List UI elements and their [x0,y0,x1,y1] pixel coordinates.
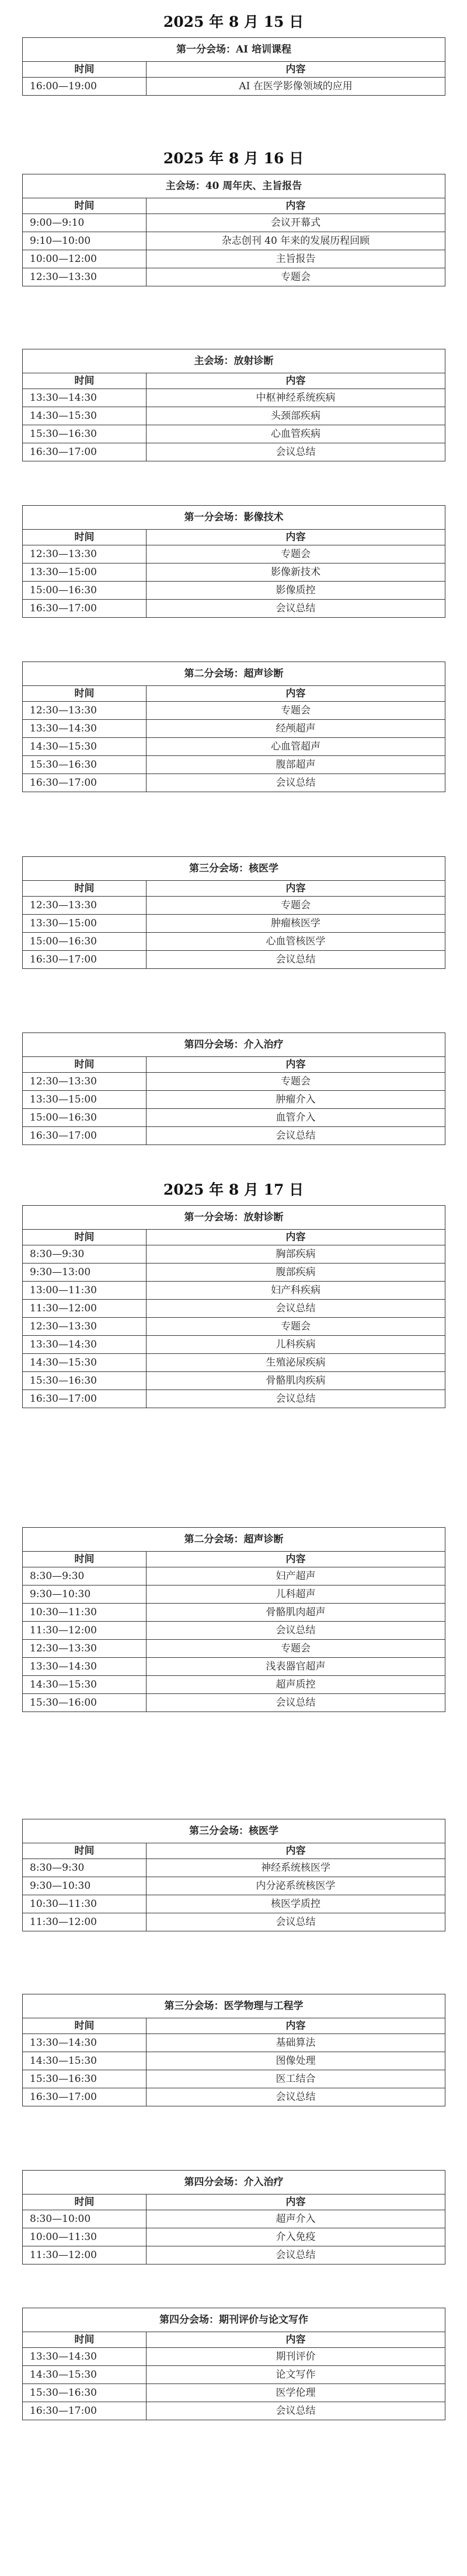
content-cell: 儿科超声 [147,1586,445,1604]
time-cell: 13:30—15:00 [23,1091,147,1109]
table-row [23,1354,445,1372]
content-cell: 论文写作 [147,2366,445,2384]
content-cell: 内分泌系统核医学 [147,1877,445,1895]
time-column-header: 时间 [23,373,147,389]
table-row [23,738,445,756]
table-row [23,1282,445,1300]
table-row [23,2246,445,2264]
session-title: 第三分会场：核医学 [23,857,445,881]
table-row [23,720,445,738]
time-column-header: 时间 [23,2194,147,2210]
time-cell: 12:30—13:30 [23,268,147,286]
table-row [23,564,445,582]
session-title: 第三分会场：医学物理与工程学 [23,1994,445,2018]
content-cell: 核医学质控 [147,1895,445,1913]
time-cell: 15:30—16:00 [23,1694,147,1712]
time-cell: 16:30—17:00 [23,1127,147,1145]
time-cell: 11:30—12:00 [23,1300,147,1318]
table-row [23,600,445,618]
table-row [23,933,445,951]
content-cell: 会议总结 [147,1300,445,1318]
time-column-header: 时间 [23,1057,147,1073]
session-table [22,856,445,969]
content-cell: 妇产超声 [147,1567,445,1586]
table-row [23,78,445,96]
time-cell: 12:30—13:30 [23,1073,147,1091]
time-cell: 15:00—16:30 [23,933,147,951]
time-cell: 9:30—13:00 [23,1264,147,1282]
content-cell: 会议总结 [147,774,445,792]
session-title: 第二分会场：超声诊断 [23,1528,445,1552]
content-column-header: 内容 [147,1230,445,1245]
time-cell: 15:30—16:30 [23,2070,147,2088]
content-cell: 专题会 [147,1640,445,1658]
table-row [23,425,445,443]
content-cell: 肿瘤核医学 [147,915,445,933]
content-cell: 影像质控 [147,582,445,600]
time-cell: 15:00—16:30 [23,1109,147,1127]
table-row [23,756,445,774]
content-cell: 血管介入 [147,1109,445,1127]
table-row [23,1390,445,1408]
session-table [22,1819,445,1931]
time-cell: 16:00—19:00 [23,78,147,96]
table-row [23,2384,445,2402]
time-cell: 14:30—15:30 [23,1354,147,1372]
time-cell: 15:30—16:30 [23,756,147,774]
table-row [23,582,445,600]
time-cell: 13:30—15:00 [23,915,147,933]
content-cell: 杂志创刊 40 年来的发展历程回顾 [147,232,445,250]
time-cell: 9:10—10:00 [23,232,147,250]
time-cell: 9:00—9:10 [23,214,147,232]
content-cell: 头颈部疾病 [147,407,445,425]
content-cell: 会议总结 [147,443,445,461]
table-row [23,1658,445,1676]
content-cell: 生殖泌尿疾病 [147,1354,445,1372]
content-cell: 会议总结 [147,2402,445,2420]
time-cell: 13:00—11:30 [23,1282,147,1300]
time-cell: 9:30—10:30 [23,1877,147,1895]
time-cell: 13:30—14:30 [23,389,147,407]
content-cell: 介入免疫 [147,2228,445,2246]
table-row [23,1895,445,1913]
table-row [23,1372,445,1390]
time-cell: 8:30—9:30 [23,1859,147,1877]
content-cell: 会议总结 [147,951,445,969]
time-cell: 16:30—17:00 [23,600,147,618]
time-cell: 9:30—10:30 [23,1586,147,1604]
content-cell: 超声质控 [147,1676,445,1694]
session-table [22,662,445,792]
time-column-header: 时间 [23,1843,147,1859]
content-column-header: 内容 [147,373,445,389]
table-row [23,2052,445,2070]
content-cell: 医工结合 [147,2070,445,2088]
session-title: 第四分会场：介入治疗 [23,1033,445,1057]
content-cell: 心血管超声 [147,738,445,756]
table-row [23,1073,445,1091]
table-row [23,915,445,933]
content-cell: 腹部疾病 [147,1264,445,1282]
table-row [23,268,445,286]
time-column-header: 时间 [23,881,147,897]
time-cell: 12:30—13:30 [23,1640,147,1658]
session-table [22,2170,445,2264]
table-row [23,702,445,720]
content-cell: 专题会 [147,702,445,720]
table-row [23,407,445,425]
content-cell: 专题会 [147,897,445,915]
content-column-header: 内容 [147,881,445,897]
content-cell: 会议总结 [147,1913,445,1931]
table-row [23,389,445,407]
content-cell: 会议开幕式 [147,214,445,232]
time-cell: 11:30—12:00 [23,1622,147,1640]
table-row [23,2070,445,2088]
table-row [23,1676,445,1694]
content-cell: 会议总结 [147,1694,445,1712]
session-title: 第四分会场：介入治疗 [23,2171,445,2194]
content-cell: 胸部疾病 [147,1245,445,1264]
session-title: 主会场：40 周年庆、主旨报告 [23,174,445,198]
table-row [23,1586,445,1604]
table-row [23,2348,445,2366]
table-row [23,1913,445,1931]
table-row [23,897,445,915]
table-row [23,545,445,564]
session-table [22,1032,445,1145]
time-cell: 16:30—17:00 [23,2402,147,2420]
session-title: 第四分会场：期刊评价与论文写作 [23,2308,445,2332]
time-cell: 13:30—14:30 [23,2348,147,2366]
content-cell: AI 在医学影像领域的应用 [147,78,445,96]
time-column-header: 时间 [23,62,147,78]
table-row [23,1336,445,1354]
time-cell: 10:00—11:30 [23,2228,147,2246]
session-title: 第三分会场：核医学 [23,1819,445,1843]
content-cell: 骨骼肌肉疾病 [147,1372,445,1390]
content-column-header: 内容 [147,198,445,214]
time-cell: 16:30—17:00 [23,951,147,969]
time-cell: 12:30—13:30 [23,897,147,915]
content-column-header: 内容 [147,62,445,78]
content-cell: 肿瘤介入 [147,1091,445,1109]
content-cell: 期刊评价 [147,2348,445,2366]
day-date-heading: 2025 年 8 月 15 日 [163,13,304,30]
time-column-header: 时间 [23,2018,147,2034]
session-title: 第一分会场：影像技术 [23,506,445,530]
table-row [23,250,445,268]
content-cell: 会议总结 [147,1127,445,1145]
content-column-header: 内容 [147,2194,445,2210]
table-row [23,1604,445,1622]
time-cell: 13:30—14:30 [23,720,147,738]
content-cell: 心血管核医学 [147,933,445,951]
time-cell: 16:30—17:00 [23,2088,147,2106]
content-cell: 会议总结 [147,1622,445,1640]
time-cell: 16:30—17:00 [23,443,147,461]
time-cell: 12:30—13:30 [23,1318,147,1336]
content-cell: 骨骼肌肉超声 [147,1604,445,1622]
time-cell: 15:30—16:30 [23,425,147,443]
content-cell: 专题会 [147,545,445,564]
content-cell: 超声介入 [147,2210,445,2228]
time-cell: 15:30—16:30 [23,2384,147,2402]
content-cell: 会议总结 [147,2246,445,2264]
session-title: 第一分会场：放射诊断 [23,1206,445,1230]
table-row [23,1622,445,1640]
content-column-header: 内容 [147,1843,445,1859]
table-row [23,2228,445,2246]
time-cell: 15:00—16:30 [23,582,147,600]
content-cell: 医学伦理 [147,2384,445,2402]
table-row [23,951,445,969]
content-cell: 基础算法 [147,2034,445,2052]
table-row [23,1877,445,1895]
table-row [23,1640,445,1658]
content-cell: 会议总结 [147,600,445,618]
time-cell: 16:30—17:00 [23,774,147,792]
time-cell: 16:30—17:00 [23,1390,147,1408]
session-table [22,2308,445,2420]
table-row [23,2366,445,2384]
content-cell: 影像新技术 [147,564,445,582]
content-cell: 妇产科疾病 [147,1282,445,1300]
time-cell: 14:30—15:30 [23,2052,147,2070]
session-table [22,1994,445,2106]
content-column-header: 内容 [147,530,445,545]
time-cell: 8:30—9:30 [23,1567,147,1586]
time-column-header: 时间 [23,1552,147,1567]
content-cell: 专题会 [147,1318,445,1336]
time-cell: 13:30—14:30 [23,1336,147,1354]
content-cell: 浅表器官超声 [147,1658,445,1676]
table-row [23,774,445,792]
table-row [23,2088,445,2106]
table-row [23,1091,445,1109]
day-date-heading: 2025 年 8 月 16 日 [163,150,304,167]
content-column-header: 内容 [147,2018,445,2034]
session-title: 第二分会场：超声诊断 [23,662,445,686]
time-column-header: 时间 [23,198,147,214]
content-cell: 会议总结 [147,1390,445,1408]
table-row [23,1318,445,1336]
content-cell: 腹部超声 [147,756,445,774]
table-row [23,1264,445,1282]
time-cell: 13:30—15:00 [23,564,147,582]
time-cell: 14:30—15:30 [23,2366,147,2384]
content-cell: 心血管疾病 [147,425,445,443]
content-column-header: 内容 [147,2332,445,2348]
session-table [22,1527,445,1712]
time-cell: 10:30—11:30 [23,1604,147,1622]
day-date-heading: 2025 年 8 月 17 日 [163,1181,304,1198]
time-cell: 14:30—15:30 [23,738,147,756]
content-cell: 专题会 [147,268,445,286]
table-row [23,1694,445,1712]
table-row [23,2402,445,2420]
content-cell: 会议总结 [147,2088,445,2106]
time-cell: 12:30—13:30 [23,702,147,720]
content-cell: 图像处理 [147,2052,445,2070]
session-title: 主会场：放射诊断 [23,349,445,373]
time-cell: 10:00—12:00 [23,250,147,268]
time-cell: 11:30—12:00 [23,1913,147,1931]
table-row [23,214,445,232]
time-cell: 8:30—10:00 [23,2210,147,2228]
session-table [22,349,445,461]
session-title: 第一分会场：AI 培训课程 [23,38,445,62]
time-column-header: 时间 [23,1230,147,1245]
content-cell: 儿科疾病 [147,1336,445,1354]
time-cell: 11:30—12:00 [23,2246,147,2264]
content-cell: 中枢神经系统疾病 [147,389,445,407]
table-row [23,232,445,250]
table-row [23,1245,445,1264]
time-cell: 14:30—15:30 [23,407,147,425]
content-cell: 主旨报告 [147,250,445,268]
session-table [22,505,445,618]
content-column-header: 内容 [147,686,445,702]
session-table [22,174,445,286]
table-row [23,443,445,461]
content-column-header: 内容 [147,1057,445,1073]
table-row [23,1300,445,1318]
table-row [23,2210,445,2228]
table-row [23,1109,445,1127]
session-table [22,37,445,96]
time-cell: 10:30—11:30 [23,1895,147,1913]
time-column-header: 时间 [23,2332,147,2348]
table-row [23,2034,445,2052]
time-cell: 12:30—13:30 [23,545,147,564]
time-cell: 15:30—16:30 [23,1372,147,1390]
table-row [23,1567,445,1586]
time-cell: 8:30—9:30 [23,1245,147,1264]
content-cell: 经颅超声 [147,720,445,738]
session-table [22,1205,445,1408]
time-cell: 14:30—15:30 [23,1676,147,1694]
content-column-header: 内容 [147,1552,445,1567]
content-cell: 专题会 [147,1073,445,1091]
table-row [23,1859,445,1877]
time-cell: 13:30—14:30 [23,1658,147,1676]
time-column-header: 时间 [23,530,147,545]
content-cell: 神经系统核医学 [147,1859,445,1877]
time-cell: 13:30—14:30 [23,2034,147,2052]
time-column-header: 时间 [23,686,147,702]
table-row [23,1127,445,1145]
